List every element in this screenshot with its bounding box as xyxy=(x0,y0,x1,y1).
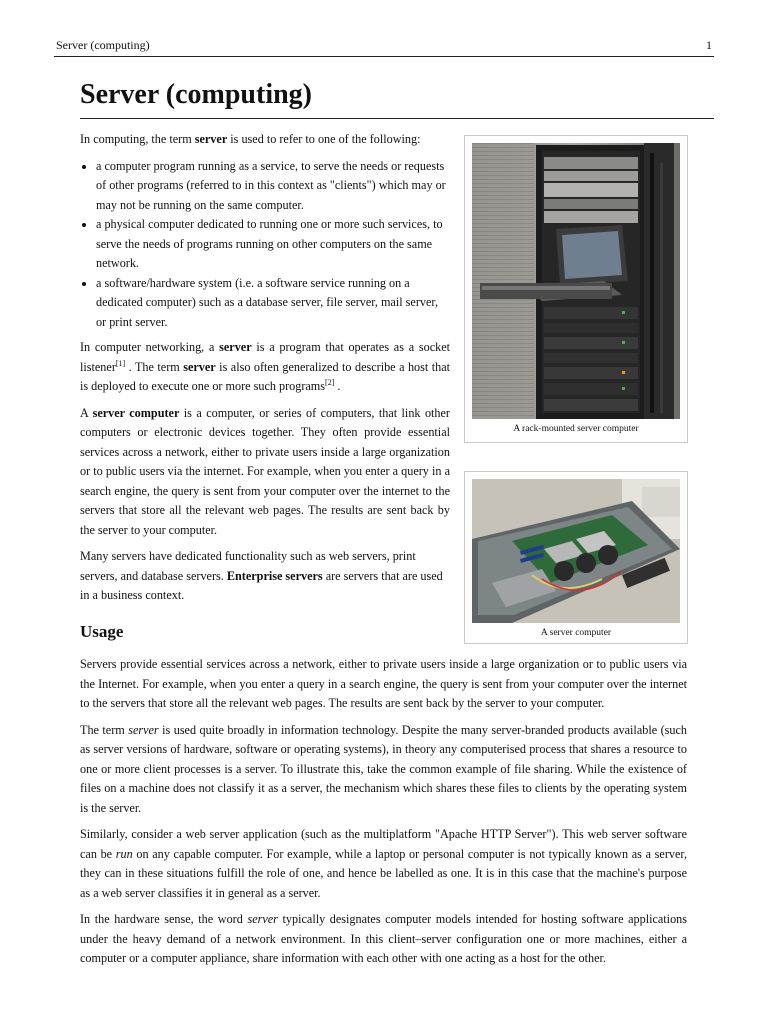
text-run: is a computer, or series of computers, that link other computers or electronic devices together. They often provide essential services across a network, either to private users inside a large organization or to public users via the internet. For example, when you enter a query in a search engine, the query is sent from your computer over the internet to the servers that store all the relevant web pages. The results are sent back by the server to your computer. xyxy=(80,405,450,537)
term-server-computer: server computer xyxy=(92,405,180,420)
text-run: . The term xyxy=(125,359,184,374)
figure-rack-server xyxy=(464,135,688,443)
networking-paragraph xyxy=(80,338,450,397)
text-run: is used to refer to one of the following: xyxy=(227,132,421,146)
text-run: The term xyxy=(80,722,129,737)
text-run: is used quite broadly in information technology. Despite the many server-branded products available (such as server versions of hardware, software or operating systems), in theory any computerised process that shares a resource to one or more client processes is a server. To illustrate this, take the common example of file sharing. While the existence of files on a machine does not classify it as a server, the mechanism which shares these files to clients by the operating system is the server. xyxy=(80,722,687,815)
figure-caption: A rack-mounted server computer xyxy=(513,424,639,434)
server-computer-photo xyxy=(472,479,680,623)
list-item: • a software/hardware system (i.e. a software service running on a dedicated computer) such as a database server, file server, mail server, or print server. xyxy=(96,274,450,333)
term-server: server xyxy=(183,359,216,374)
term-server-italic: server xyxy=(247,912,278,926)
text-run: Many servers have dedicated functionality such as web servers, print servers, and database servers. xyxy=(80,549,416,583)
page-number: 1 xyxy=(706,38,712,52)
text-run: . xyxy=(334,379,341,393)
text-run: is a program that operates as a socket listener xyxy=(80,340,450,374)
figure-server-computer xyxy=(464,471,688,644)
text-run: on any capable computer. For example, while a laptop or personal computer is not typically known as a server, they can in these situations fulfill the role of one, and hence be labelled as one. It is in this case that the machine's purpose as a web server classifies it in general as a server. xyxy=(80,846,687,900)
usage-paragraph xyxy=(80,910,687,969)
term-enterprise-servers: Enterprise servers xyxy=(226,568,323,583)
server-computer-paragraph xyxy=(80,404,450,541)
term-run-italic: run xyxy=(115,846,133,861)
usage-paragraph xyxy=(80,825,687,903)
text-run: is also often generalized to describe a host that is deployed to execute one or more such programs xyxy=(80,359,451,393)
rack-server-photo xyxy=(472,143,680,419)
list-item: • a physical computer dedicated to running one or more such services, to serve the needs of programs running on other computers on the same network. xyxy=(96,215,450,274)
text-run: Similarly, consider a web server application (such as the multiplatform "Apache HTTP Server"). This web server software can be xyxy=(80,827,687,861)
usage-paragraph xyxy=(80,721,687,819)
citation-link-1[interactable]: [1] xyxy=(115,358,126,368)
text-run: In the hardware sense, the word xyxy=(80,912,248,926)
term-server: server xyxy=(194,132,228,146)
text-run: In computer networking, a xyxy=(80,340,220,354)
figure-caption: A server computer xyxy=(540,628,612,638)
section-heading-usage: Usage xyxy=(80,622,124,641)
text-run: A xyxy=(80,405,93,420)
usage-paragraph: Servers provide essential services across a network, either to private users inside a large organization or to public users via the Internet. For example, when you enter a query in a search engine, the query is sent from your computer over the internet to the servers that store all the relevant web pages. The results are sent back by the server to your computer. xyxy=(80,657,687,710)
intro-paragraph xyxy=(80,130,450,150)
text-run: are servers that are used in a business context. xyxy=(80,568,443,602)
page-header xyxy=(54,38,714,57)
usage-section xyxy=(80,655,687,976)
term-server-italic: server xyxy=(128,722,159,737)
enterprise-paragraph xyxy=(80,547,450,606)
definition-list xyxy=(80,157,450,333)
citation-link-2[interactable]: [2] xyxy=(325,378,335,387)
text-run: In computing, the term xyxy=(80,132,195,146)
term-server: server xyxy=(219,340,252,354)
intro-section xyxy=(80,130,450,613)
list-item: • a computer program running as a service, to serve the needs or requests of other programs (referred to in this context as "clients") which may or may not be running on the same computer. xyxy=(96,157,450,216)
article-title: Server (computing) xyxy=(80,78,714,119)
text-run: typically designates computer models intended for hosting software applications under the heavy demand of a network environment. In this client–server configuration one or more machines, either a computer or a computer appliance, share information with each other with one acting as a host for the other. xyxy=(80,912,688,965)
running-title: Server (computing) xyxy=(56,38,150,52)
